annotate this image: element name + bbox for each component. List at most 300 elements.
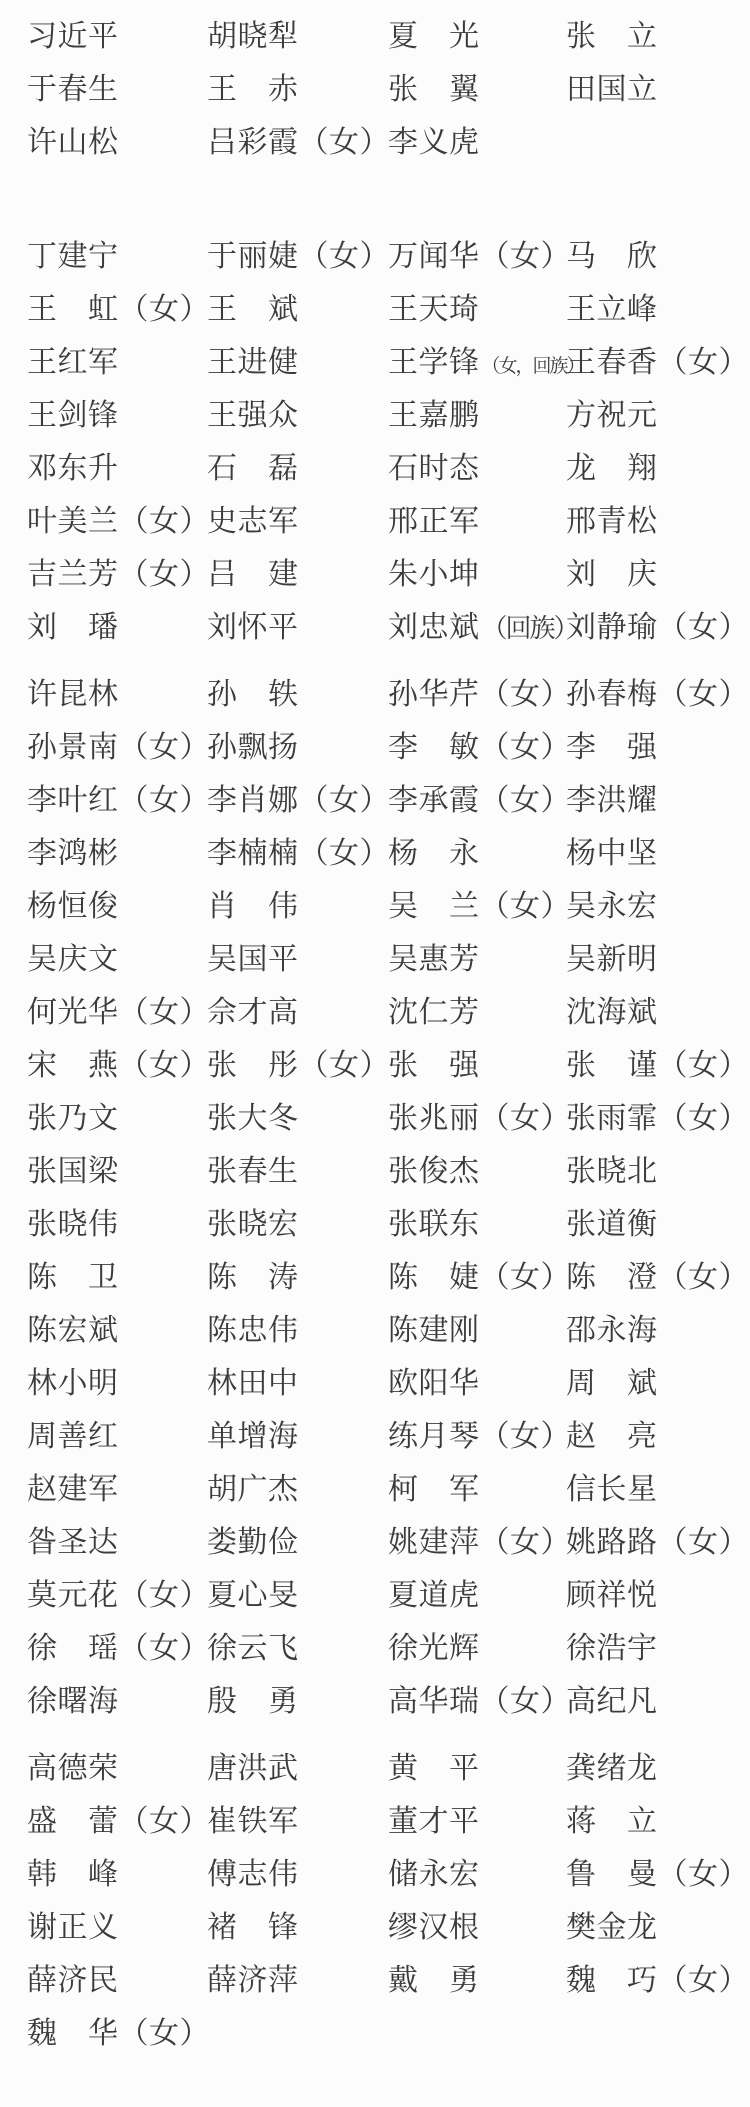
- person-name: 王 赤: [207, 71, 299, 107]
- person-name: 吉兰芳（女）: [27, 556, 210, 592]
- name-cell: [207, 1623, 388, 1667]
- person-name: 许昆林: [27, 676, 119, 712]
- name-cell: [207, 231, 388, 275]
- person-name: 张雨霏（女）: [566, 1100, 749, 1136]
- name-cell: [207, 1199, 388, 1243]
- person-name: 张晓北: [566, 1153, 658, 1189]
- person-name: 薛济萍: [207, 1962, 299, 1998]
- person-name: 夏 光: [388, 18, 480, 54]
- person-name: 沈仁芳: [388, 994, 480, 1030]
- name-cell: [388, 390, 566, 434]
- name-row: [0, 1141, 750, 1194]
- name-cell: [27, 987, 210, 1031]
- name-cell: [388, 1146, 566, 1190]
- person-name: 吴新明: [566, 941, 658, 977]
- person-name: 王剑锋: [27, 397, 119, 433]
- person-name: 魏 华（女）: [27, 2015, 210, 2051]
- person-name: 杨中坚: [566, 835, 658, 871]
- name-cell: [388, 881, 571, 925]
- person-name: 周 斌: [566, 1365, 658, 1401]
- name-cell: [207, 934, 388, 978]
- name-cell: [27, 1623, 210, 1667]
- name-row: [0, 1406, 750, 1459]
- person-name: 鲁 曼（女）: [566, 1856, 749, 1892]
- person-name: 王学锋: [388, 344, 480, 380]
- name-row: [0, 332, 750, 385]
- name-cell: [388, 549, 566, 593]
- person-name: 魏 巧（女）: [566, 1962, 749, 1998]
- person-name: 夏道虎: [388, 1577, 480, 1613]
- name-cell: [566, 1743, 750, 1787]
- name-cell: [566, 602, 750, 646]
- name-cell: [27, 1093, 207, 1137]
- person-name: 薛济民: [27, 1962, 119, 1998]
- person-name: 沈海斌: [566, 994, 658, 1030]
- person-name: 王天琦: [388, 291, 480, 327]
- person-name: 王 虹（女）: [27, 291, 210, 327]
- name-cell: [388, 11, 566, 55]
- name-cell: [566, 1849, 750, 1893]
- name-row: [0, 279, 750, 332]
- name-cell: [207, 722, 388, 766]
- person-name: 方祝元: [566, 397, 658, 433]
- person-name: 张 谨（女）: [566, 1047, 749, 1083]
- person-name: 王春香（女）: [566, 344, 749, 380]
- name-cell: [566, 1902, 750, 1946]
- person-name: 樊金龙: [566, 1909, 658, 1945]
- name-cell: [388, 1252, 571, 1296]
- person-name: 单增海: [207, 1418, 299, 1454]
- name-cell: [207, 443, 388, 487]
- name-cell: [388, 1199, 566, 1243]
- person-name: 李叶红（女）: [27, 782, 210, 818]
- person-name: 李承霞（女）: [388, 782, 571, 818]
- name-cell: [27, 1358, 207, 1402]
- name-cell: [566, 775, 750, 819]
- person-name: 徐 瑶（女）: [27, 1630, 210, 1666]
- name-cell: [207, 1146, 388, 1190]
- name-row: [0, 1459, 750, 1512]
- name-cell: [27, 1796, 210, 1840]
- person-name: 佘才高: [207, 994, 299, 1030]
- person-name: 孙景南（女）: [27, 729, 210, 765]
- name-cell: [207, 1411, 388, 1455]
- person-name: 张 立: [566, 18, 658, 54]
- name-cell: [388, 722, 571, 766]
- person-name: 许山松: [27, 124, 119, 160]
- person-name: 丁建宁: [27, 238, 119, 274]
- person-name: 吴 兰（女）: [388, 888, 571, 924]
- person-name: 崔铁军: [207, 1803, 299, 1839]
- person-name: 娄勤俭: [207, 1524, 299, 1560]
- name-cell: [207, 549, 388, 593]
- name-cell: [27, 722, 210, 766]
- person-name: 王进健: [207, 344, 299, 380]
- name-cell: [207, 64, 388, 108]
- name-cell: [27, 1040, 210, 1084]
- name-cell: [388, 987, 566, 1031]
- person-name: 欧阳华: [388, 1365, 480, 1401]
- name-cell: [566, 11, 750, 55]
- name-cell: [207, 1517, 388, 1561]
- person-name: 杨 永: [388, 835, 480, 871]
- person-name: 陈 卫: [27, 1259, 119, 1295]
- name-cell: [207, 1849, 388, 1893]
- person-name: 肖 伟: [207, 888, 299, 924]
- person-name: 徐曙海: [27, 1683, 119, 1719]
- person-name: 陈建刚: [388, 1312, 480, 1348]
- name-cell: [388, 284, 566, 328]
- name-cell: [27, 775, 210, 819]
- person-name: 吕 建: [207, 556, 299, 592]
- person-name: 刘 庆: [566, 556, 658, 592]
- name-cell: [27, 1676, 207, 1720]
- name-cell: [566, 284, 750, 328]
- person-name: 张兆丽（女）: [388, 1100, 571, 1136]
- person-name: 陈宏斌: [27, 1312, 119, 1348]
- name-cell: [207, 1796, 388, 1840]
- person-name: 张国梁: [27, 1153, 119, 1189]
- person-name: 周善红: [27, 1418, 119, 1454]
- person-name: 唐洪武: [207, 1750, 299, 1786]
- name-cell: [207, 284, 388, 328]
- name-cell: [207, 11, 388, 55]
- name-cell: [388, 1955, 566, 1999]
- person-name: 王立峰: [566, 291, 658, 327]
- name-cell: [27, 390, 207, 434]
- name-cell: [566, 722, 750, 766]
- name-cell: [388, 117, 566, 161]
- person-name: 何光华（女）: [27, 994, 210, 1030]
- name-cell: [207, 496, 388, 540]
- name-cell: [566, 1517, 750, 1561]
- name-cell: [388, 1040, 566, 1084]
- person-name: 田国立: [566, 71, 658, 107]
- name-cell: [27, 64, 207, 108]
- name-cell: [207, 775, 388, 819]
- name-row: [0, 929, 750, 982]
- person-name: 董才平: [388, 1803, 480, 1839]
- name-cell: [566, 1623, 750, 1667]
- name-cell: [566, 1955, 750, 1999]
- name-cell: [388, 669, 571, 713]
- person-name: 张春生: [207, 1153, 299, 1189]
- person-name: 李义虎: [388, 124, 480, 160]
- name-cell: [27, 337, 207, 381]
- name-cell: [566, 669, 750, 713]
- name-cell: [207, 602, 388, 646]
- person-name: 史志军: [207, 503, 299, 539]
- name-cell: [566, 934, 750, 978]
- name-cell: [388, 1796, 566, 1840]
- person-annotation: （回族）: [481, 613, 578, 644]
- person-name: 姚建萍（女）: [388, 1524, 571, 1560]
- name-row: [0, 491, 750, 544]
- name-row: [0, 597, 750, 650]
- name-cell: [27, 117, 207, 161]
- name-row: [0, 112, 750, 165]
- name-cell: [27, 284, 210, 328]
- person-name: 张道衡: [566, 1206, 658, 1242]
- person-name: 李肖娜（女）: [207, 782, 390, 818]
- name-row: [0, 438, 750, 491]
- name-cell: [566, 1199, 750, 1243]
- name-row: [0, 823, 750, 876]
- person-name: 蒋 立: [566, 1803, 658, 1839]
- person-name: 张 彤（女）: [207, 1047, 390, 1083]
- name-row: [0, 1671, 750, 1724]
- person-name: 张大冬: [207, 1100, 299, 1136]
- name-cell: [566, 1411, 750, 1455]
- person-annotation: （女，回族）: [481, 354, 584, 377]
- name-cell: [207, 390, 388, 434]
- name-cell: [388, 231, 571, 275]
- name-row: [0, 1353, 750, 1406]
- person-name: 李楠楠（女）: [207, 835, 390, 871]
- name-cell: [566, 1305, 750, 1349]
- person-name: 朱小坤: [388, 556, 480, 592]
- person-name: 赵 亮: [566, 1418, 658, 1454]
- person-name: 吴永宏: [566, 888, 658, 924]
- name-row: [0, 1247, 750, 1300]
- name-cell: [566, 390, 750, 434]
- person-name: 刘忠斌: [388, 609, 480, 645]
- person-name: 张 强: [388, 1047, 480, 1083]
- person-name: 昝圣达: [27, 1524, 119, 1560]
- person-name: 林田中: [207, 1365, 299, 1401]
- name-cell: [566, 64, 750, 108]
- name-cell: [207, 1358, 388, 1402]
- person-name: 吴惠芳: [388, 941, 480, 977]
- name-row: [0, 226, 750, 279]
- name-cell: [388, 1093, 571, 1137]
- name-cell: [566, 828, 750, 872]
- name-cell: [27, 1464, 207, 1508]
- name-cell: [388, 828, 566, 872]
- name-row: [0, 1035, 750, 1088]
- name-cell: [27, 443, 207, 487]
- person-name: 吕彩霞（女）: [207, 124, 390, 160]
- person-name: 李 敏（女）: [388, 729, 571, 765]
- person-name: 练月琴（女）: [388, 1418, 571, 1454]
- name-cell: [207, 1570, 388, 1614]
- person-name: 张 翼: [388, 71, 480, 107]
- name-row: [0, 1300, 750, 1353]
- name-cell: [27, 881, 207, 925]
- name-cell: [27, 2008, 210, 2052]
- person-name: 储永宏: [388, 1856, 480, 1892]
- name-cell: [27, 231, 207, 275]
- name-cell: [388, 934, 566, 978]
- person-name: 徐浩宇: [566, 1630, 658, 1666]
- name-row: [0, 1844, 750, 1897]
- person-name: 盛 蕾（女）: [27, 1803, 210, 1839]
- name-row: [0, 59, 750, 112]
- person-name: 戴 勇: [388, 1962, 480, 1998]
- person-name: 张晓宏: [207, 1206, 299, 1242]
- name-cell: [388, 1464, 566, 1508]
- name-row: [0, 544, 750, 597]
- name-cell: [566, 1252, 750, 1296]
- name-cell: [27, 1570, 210, 1614]
- person-name: 李洪耀: [566, 782, 658, 818]
- name-cell: [27, 1849, 207, 1893]
- person-name: 陈 澄（女）: [566, 1259, 749, 1295]
- name-cell: [388, 496, 566, 540]
- name-row: [0, 1791, 750, 1844]
- name-row: [0, 717, 750, 770]
- person-name: 于春生: [27, 71, 119, 107]
- name-row: [0, 770, 750, 823]
- person-name: 刘 璠: [27, 609, 119, 645]
- name-cell: [388, 602, 578, 646]
- name-cell: [27, 11, 207, 55]
- name-cell: [207, 1305, 388, 1349]
- person-name: 王强众: [207, 397, 299, 433]
- name-cell: [27, 1146, 207, 1190]
- person-name: 宋 燕（女）: [27, 1047, 210, 1083]
- person-name: 韩 峰: [27, 1856, 119, 1892]
- person-name: 张俊杰: [388, 1153, 480, 1189]
- name-cell: [27, 1411, 207, 1455]
- name-cell: [207, 828, 388, 872]
- person-name: 陈忠伟: [207, 1312, 299, 1348]
- name-cell: [207, 1093, 388, 1137]
- name-row: [0, 385, 750, 438]
- person-name: 谢正义: [27, 1909, 119, 1945]
- person-name: 孙华芹（女）: [388, 676, 571, 712]
- name-cell: [27, 669, 207, 713]
- name-cell: [388, 1849, 566, 1893]
- name-cell: [388, 1570, 566, 1614]
- name-cell: [388, 64, 566, 108]
- person-name: 王嘉鹏: [388, 397, 480, 433]
- person-name: 吴国平: [207, 941, 299, 977]
- name-cell: [388, 1676, 571, 1720]
- person-name: 吴庆文: [27, 941, 119, 977]
- name-cell: [388, 1517, 571, 1561]
- name-cell: [207, 1040, 388, 1084]
- name-cell: [566, 1358, 750, 1402]
- person-name: 邢青松: [566, 503, 658, 539]
- name-cell: [207, 1252, 388, 1296]
- name-cell: [388, 775, 571, 819]
- name-cell: [566, 1796, 750, 1840]
- name-cell: [207, 1464, 388, 1508]
- name-row: [0, 1194, 750, 1247]
- name-cell: [566, 1093, 750, 1137]
- person-name: 胡晓犁: [207, 18, 299, 54]
- person-name: 夏心旻: [207, 1577, 299, 1613]
- name-cell: [207, 1902, 388, 1946]
- name-cell: [207, 117, 388, 161]
- name-row: [0, 1897, 750, 1950]
- name-row: [0, 876, 750, 929]
- person-name: 缪汉根: [388, 1909, 480, 1945]
- person-name: 殷 勇: [207, 1683, 299, 1719]
- name-cell: [388, 1623, 566, 1667]
- name-cell: [388, 1411, 571, 1455]
- name-cell: [27, 828, 207, 872]
- name-cell: [388, 1305, 566, 1349]
- name-cell: [27, 549, 210, 593]
- name-cell: [27, 1199, 207, 1243]
- name-cell: [27, 934, 207, 978]
- name-cell: [388, 1358, 566, 1402]
- person-name: 信长星: [566, 1471, 658, 1507]
- person-name: 石 磊: [207, 450, 299, 486]
- person-name: 于丽婕（女）: [207, 238, 390, 274]
- person-name: 高德荣: [27, 1750, 119, 1786]
- person-name: 林小明: [27, 1365, 119, 1401]
- name-cell: [388, 1902, 566, 1946]
- name-cell: [566, 987, 750, 1031]
- person-name: 刘怀平: [207, 609, 299, 645]
- name-row: [0, 982, 750, 1035]
- name-cell: [388, 337, 584, 381]
- person-name: 石时态: [388, 450, 480, 486]
- name-cell: [566, 1040, 750, 1084]
- person-name: 陈 涛: [207, 1259, 299, 1295]
- person-name: 柯 军: [388, 1471, 480, 1507]
- name-cell: [566, 549, 750, 593]
- name-row: [0, 664, 750, 717]
- person-name: 龚绪龙: [566, 1750, 658, 1786]
- person-name: 傅志伟: [207, 1856, 299, 1892]
- name-cell: [207, 669, 388, 713]
- name-cell: [27, 496, 210, 540]
- person-name: 叶美兰（女）: [27, 503, 210, 539]
- person-name: 顾祥悦: [566, 1577, 658, 1613]
- name-cell: [27, 1305, 207, 1349]
- name-cell: [207, 337, 388, 381]
- name-cell: [566, 1146, 750, 1190]
- name-row: [0, 6, 750, 59]
- name-cell: [207, 881, 388, 925]
- name-cell: [207, 1743, 388, 1787]
- name-cell: [27, 1517, 207, 1561]
- person-name: 李 强: [566, 729, 658, 765]
- name-cell: [566, 337, 750, 381]
- name-row: [0, 1512, 750, 1565]
- name-cell: [566, 1570, 750, 1614]
- person-name: 高华瑞（女）: [388, 1683, 571, 1719]
- person-name: 褚 锋: [207, 1909, 299, 1945]
- person-name: 李鸿彬: [27, 835, 119, 871]
- person-name: 孙春梅（女）: [566, 676, 749, 712]
- person-name: 高纪凡: [566, 1683, 658, 1719]
- person-name: 邢正军: [388, 503, 480, 539]
- name-cell: [388, 1743, 566, 1787]
- name-cell: [388, 443, 566, 487]
- person-name: 胡广杰: [207, 1471, 299, 1507]
- name-cell: [27, 602, 207, 646]
- name-cell: [27, 1902, 207, 1946]
- name-row: [0, 1738, 750, 1791]
- person-name: 习近平: [27, 18, 119, 54]
- name-cell: [566, 231, 750, 275]
- person-name: 张联东: [388, 1206, 480, 1242]
- name-cell: [566, 496, 750, 540]
- person-name: 王红军: [27, 344, 119, 380]
- person-name: 孙 轶: [207, 676, 299, 712]
- name-row: [0, 1618, 750, 1671]
- name-cell: [27, 1955, 207, 1999]
- name-cell: [27, 1743, 207, 1787]
- name-row: [0, 1950, 750, 2003]
- person-name: 邵永海: [566, 1312, 658, 1348]
- person-name: 龙 翔: [566, 450, 658, 486]
